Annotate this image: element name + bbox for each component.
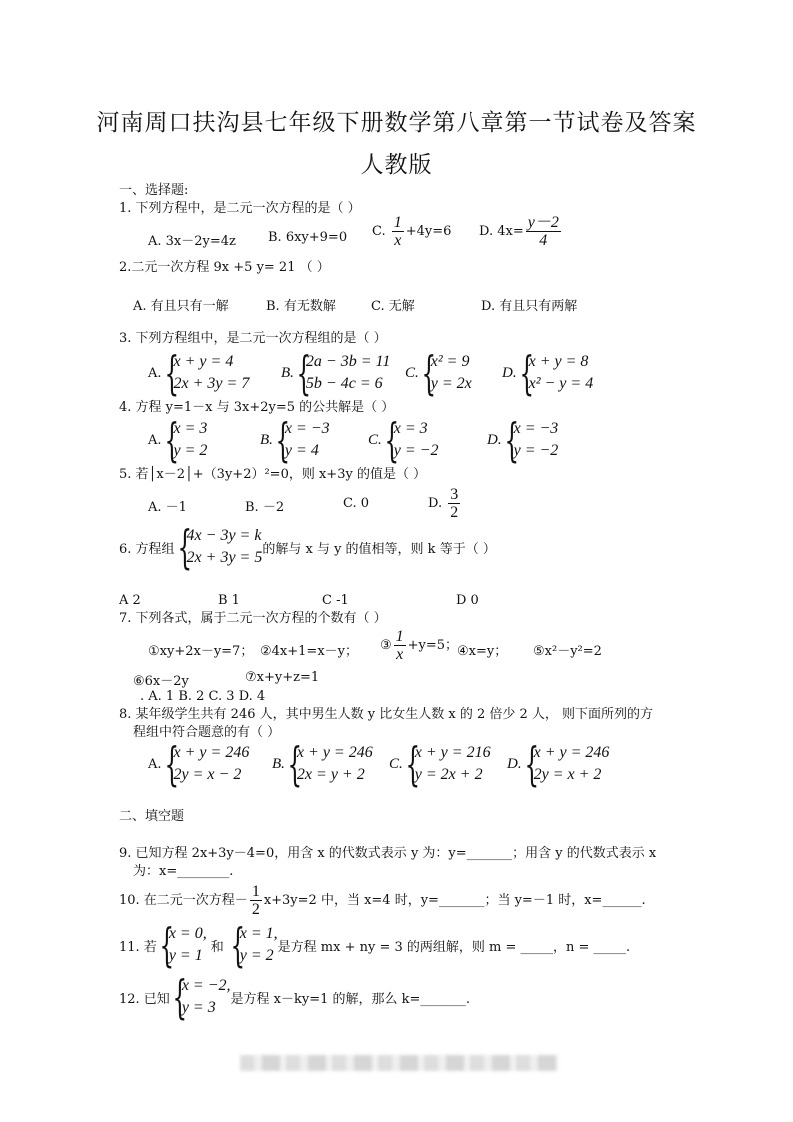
question-4-stem: 4. 方程 y=1－x 与 3x+2y=5 的公共解是（ ）	[119, 400, 395, 415]
fraction-denominator: 4	[539, 232, 548, 249]
equation-system	[394, 418, 439, 462]
blurred-watermark	[240, 1055, 558, 1071]
equation-1: x + y = 216	[414, 744, 491, 761]
question-6-lead: 6. 方程组	[119, 541, 175, 557]
question-10-lead: 10. 在二元一次方程－	[119, 893, 248, 908]
equation-1: x = 1,	[239, 925, 278, 942]
equation-2: 5b − 4c = 6	[305, 375, 383, 392]
question-5-option-d	[428, 486, 462, 521]
question-9-line2: 为：x=________.	[133, 864, 234, 879]
equation-1: x + y = 246	[173, 744, 250, 761]
option-tail: +4y=6	[405, 224, 452, 239]
question-7-item-2: ②4x+1=x－y；	[260, 644, 358, 659]
question-1-option-d	[479, 214, 563, 249]
item-tail: +y=5；	[407, 638, 459, 653]
question-3-option-b	[281, 346, 391, 400]
question-4-option-d	[487, 413, 559, 467]
question-4-option-c	[368, 413, 439, 467]
equation-1: x = 3	[173, 420, 208, 437]
fraction	[448, 486, 460, 521]
equation-2: 2y = x + 2	[533, 766, 602, 783]
equation-2: y = 2x + 2	[414, 766, 483, 783]
question-10	[119, 883, 646, 918]
question-8-stem-line1: 8. 某年级学生共有 246 人，其中男生人数 y 比女生人数 x 的 2 倍少 2 人， 则下面所列的方	[119, 707, 654, 722]
question-8-option-c	[389, 737, 491, 791]
question-10-tail: x+3y=2 中，当 x=4 时，y=_______；当 y=－1 时，x=______.	[263, 893, 646, 908]
equation-2: y = 3	[181, 999, 216, 1016]
equation-2: y = −2	[513, 442, 559, 459]
option-label: B.	[260, 431, 273, 448]
question-11-lead: 11. 若	[119, 939, 157, 955]
equation-system	[240, 923, 278, 967]
equation-1: x + y = 8	[528, 353, 589, 370]
question-5-option-c: C. 0	[343, 496, 370, 511]
question-6-option-a: A 2	[119, 593, 141, 608]
page-title-line1: 河南周口扶沟县七年级下册数学第八章第一节试卷及答案	[96, 110, 697, 136]
left-brace: {	[405, 737, 420, 791]
page-title-line2: 人教版	[360, 152, 433, 178]
question-2-stem: 2.二元一次方程 9x +5 y= 21 （ ）	[119, 260, 330, 275]
option-label: D.	[502, 364, 517, 381]
equation-2: 2x + 3y = 7	[173, 375, 250, 392]
section-heading-choice: 一、选择题:	[119, 183, 189, 198]
equation-system	[529, 351, 594, 395]
equation-1: x + y = 246	[533, 744, 610, 761]
equation-1: x = −3	[284, 420, 330, 437]
equation-system	[297, 742, 373, 786]
question-7-item-7: ⑦x+y+z=1	[245, 670, 320, 685]
left-brace: {	[287, 737, 303, 791]
option-label: D.	[428, 496, 443, 511]
left-brace: {	[230, 918, 245, 972]
left-brace: {	[504, 413, 519, 467]
equation-system	[182, 975, 231, 1019]
question-11-and: 和	[210, 939, 224, 955]
question-6-tail: 的解与 x 与 y 的值相等，则 k 等于（ ）	[262, 541, 496, 557]
equation-system	[174, 742, 250, 786]
question-7-item-4: ④x=y；	[457, 644, 508, 659]
question-9-line1: 9. 已知方程 2x+3y－4=0，用含 x 的代数式表示 y 为：y=_______；用含 y 的代数式表示 x	[119, 846, 657, 861]
equation-1: 4x − 3y = k	[186, 527, 262, 544]
question-3-option-a	[148, 346, 250, 400]
equation-system	[514, 418, 559, 462]
left-brace: {	[275, 413, 291, 467]
option-label: D.	[507, 755, 522, 772]
fraction	[394, 628, 406, 663]
option-label: D.	[487, 431, 502, 448]
option-label: B.	[281, 364, 294, 381]
question-7-options: . A. 1 B. 2 C. 3 D. 4	[140, 689, 266, 704]
equation-1: x = −2,	[181, 977, 231, 994]
question-7-item-6: ⑥6x－2y	[133, 674, 189, 689]
left-brace: {	[164, 413, 179, 467]
equation-2: 2y = x − 2	[173, 766, 242, 783]
question-2-option-b: B. 有无数解	[266, 299, 336, 314]
equation-2: y = 4	[284, 442, 319, 459]
left-brace: {	[524, 737, 539, 791]
question-7-stem: 7. 下列各式，属于二元一次方程的个数有（ ）	[119, 611, 387, 626]
equation-2: 2x = y + 2	[296, 766, 365, 783]
question-8-option-d	[507, 737, 610, 791]
question-11	[119, 918, 631, 972]
equation-system	[187, 525, 263, 569]
question-3-stem: 3. 下列方程组中，是二元一次方程组的是（ ）	[119, 331, 387, 346]
fraction-numerator: 1	[393, 214, 402, 231]
equation-system	[306, 351, 390, 395]
equation-system	[169, 923, 207, 967]
equation-1: x² = 9	[430, 353, 470, 370]
question-8-option-b	[272, 737, 373, 791]
equation-2: 2x + 3y = 5	[186, 549, 263, 566]
option-label: D. 4x=	[479, 224, 524, 239]
question-7-item-5: ⑤x²－y²=2	[533, 644, 602, 659]
question-3-option-d	[502, 346, 594, 400]
fraction-numerator: 1	[251, 883, 260, 900]
fraction	[526, 214, 561, 249]
option-label: C.	[372, 224, 386, 239]
question-8-stem-line2: 程组中符合题意的有（ ）	[133, 725, 281, 740]
question-12-lead: 12. 已知	[119, 991, 170, 1007]
question-6-stem	[119, 520, 496, 574]
fraction-denominator: x	[394, 232, 402, 249]
question-5-option-a: A. －1	[148, 500, 187, 515]
question-12	[119, 970, 471, 1024]
question-4-option-a	[148, 413, 208, 467]
left-brace: {	[421, 346, 436, 400]
question-1-option-a: A. 3x－2y=4z	[148, 234, 236, 249]
item-label: ③	[380, 638, 392, 653]
fraction-denominator: 2	[251, 901, 260, 918]
equation-2: y = 2x	[430, 375, 472, 392]
question-7-item-1: ①xy+2x－y=7；	[148, 644, 254, 659]
question-4-option-b	[260, 413, 330, 467]
option-label: A.	[148, 365, 162, 381]
option-label: B.	[272, 755, 285, 772]
fraction-numerator: 3	[450, 486, 459, 503]
option-label: C.	[405, 364, 419, 381]
fraction-numerator: y－2	[527, 214, 559, 231]
question-6-option-b: B 1	[218, 593, 240, 608]
equation-1: x = 0,	[168, 925, 207, 942]
option-label: C.	[368, 431, 382, 448]
equation-1: 2a − 3b = 11	[305, 353, 391, 370]
left-brace: {	[159, 918, 174, 972]
equation-2: y = −2	[393, 442, 439, 459]
fraction	[392, 214, 404, 249]
question-2-option-d: D. 有且只有两解	[481, 299, 578, 314]
fraction-numerator: 1	[395, 628, 404, 645]
equation-2: y = 1	[168, 947, 203, 964]
option-label: C.	[389, 755, 403, 772]
equation-system	[174, 351, 250, 395]
question-5-option-b: B. －2	[245, 500, 285, 515]
equation-system	[534, 742, 610, 786]
question-2-option-c: C. 无解	[371, 299, 415, 314]
left-brace: {	[384, 413, 399, 467]
equation-system	[285, 418, 330, 462]
equation-2: x² − y = 4	[528, 375, 594, 392]
question-5-stem: 5. 若│x－2│+（3y+2）²=0，则 x+3y 的值是（ ）	[119, 467, 427, 482]
equation-2: y = 2	[239, 947, 274, 964]
left-brace: {	[164, 737, 179, 791]
question-8-option-a	[148, 737, 250, 791]
option-label: A.	[148, 756, 162, 772]
left-brace: {	[519, 346, 534, 400]
equation-system	[431, 351, 472, 395]
left-brace: {	[177, 520, 192, 574]
left-brace: {	[296, 346, 312, 400]
fraction-denominator: x	[396, 646, 404, 663]
option-label: A.	[148, 432, 162, 448]
equation-1: x = 3	[393, 420, 428, 437]
equation-1: x = −3	[513, 420, 559, 437]
equation-1: x + y = 4	[173, 353, 234, 370]
equation-1: x + y = 246	[296, 744, 373, 761]
equation-2: y = 2	[173, 442, 208, 459]
left-brace: {	[172, 970, 187, 1024]
question-2-option-a: A. 有且只有一解	[133, 299, 229, 314]
section-heading-fill: 二、填空题	[119, 809, 185, 824]
fraction	[250, 883, 262, 918]
question-7-item-3	[380, 628, 458, 663]
fraction-denominator: 2	[450, 504, 459, 521]
question-3-option-c	[405, 346, 472, 400]
question-6-option-d: D 0	[456, 593, 479, 608]
question-11-tail: 是方程 mx + ny = 3 的两组解，则 m = _____，n = _____.	[277, 939, 631, 955]
equation-system	[415, 742, 491, 786]
question-1-option-c	[372, 214, 451, 249]
question-12-tail: 是方程 x－ky=1 的解，那么 k=_______.	[230, 991, 471, 1007]
left-brace: {	[164, 346, 179, 400]
question-1-option-b: B. 6xy+9=0	[268, 230, 348, 245]
question-6-option-c: C -1	[322, 593, 349, 608]
question-1-stem: 1. 下列方程中，是二元一次方程的是（ ）	[119, 201, 361, 216]
